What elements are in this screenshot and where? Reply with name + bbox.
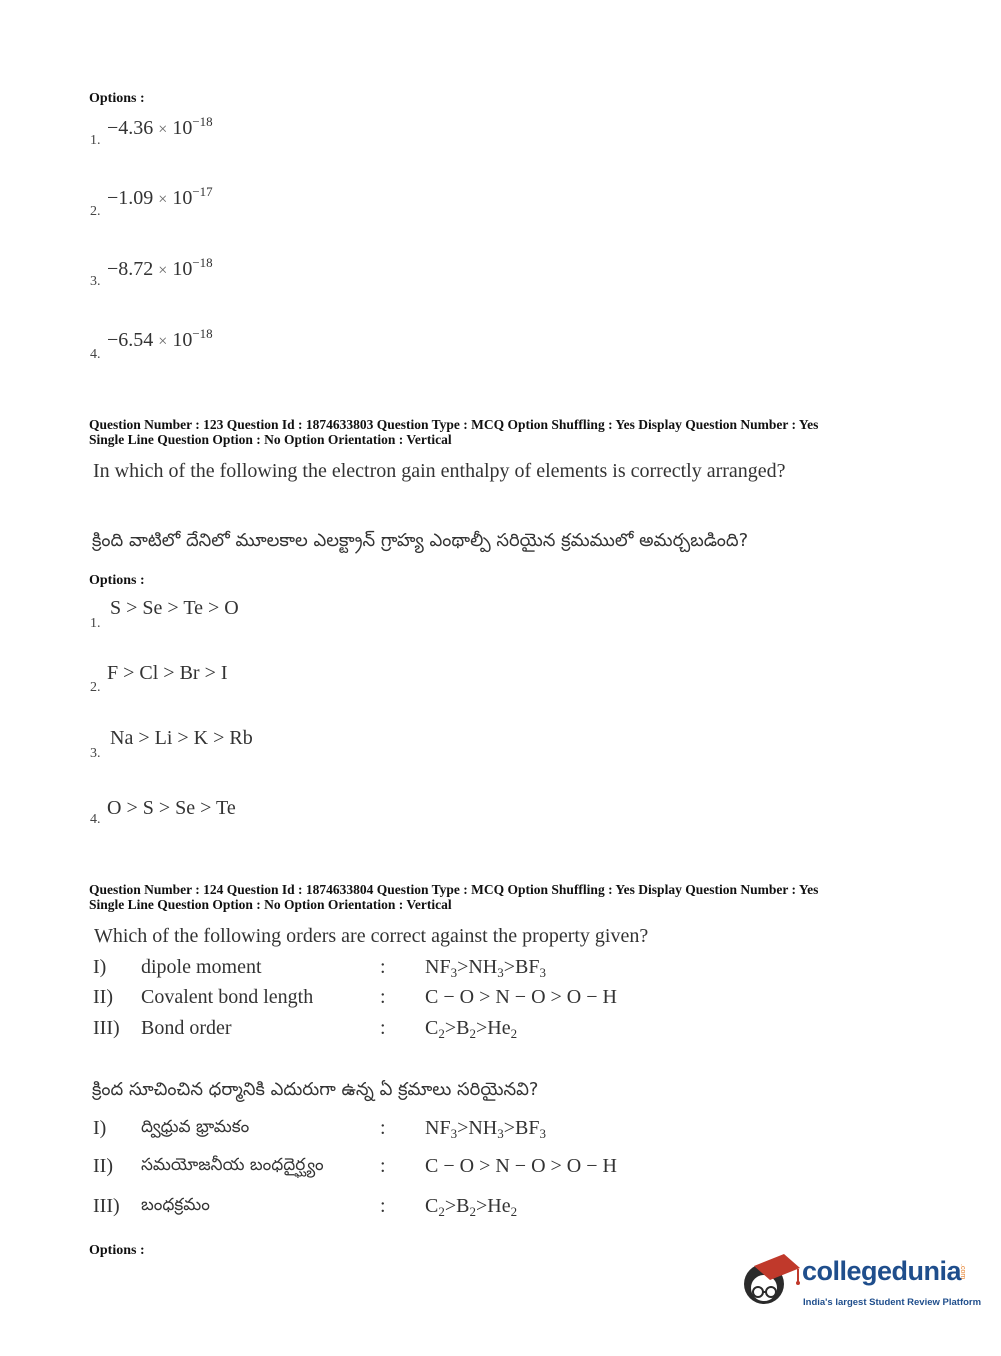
q123-meta-line1: Question Number : 123 Question Id : 1874633803 Question Type : MCQ Option Shuffling : Yes Display Question Number : Yes <box>89 417 819 432</box>
option-value: $-4.36 \times 10^{-18}$ <box>107 114 213 139</box>
row-roman: II) <box>93 1155 113 1177</box>
q124-meta <box>89 882 818 912</box>
q124-meta-line1: Question Number : 124 Question Id : 1874633804 Question Type : MCQ Option Shuffling : Yes Display Question Number : Yes <box>89 882 819 897</box>
row-colon: : <box>380 1155 386 1177</box>
q124-meta-line2: Single Line Question Option : No Option Orientation : Vertical <box>89 897 452 912</box>
logo-tagline: India's largest Student Review Platform <box>803 1297 982 1308</box>
options-heading: Options : <box>89 573 145 588</box>
row-property: బంధక్రమం <box>141 1195 210 1215</box>
option-number: 4. <box>90 347 101 362</box>
row-colon: : <box>380 956 386 978</box>
option-number: 1. <box>90 133 101 148</box>
row-property: ద్విధ్రువ భ్రామకం <box>141 1117 250 1137</box>
option-value: $-8.72 \times 10^{-18}$ <box>107 255 213 280</box>
options-heading: Options : <box>89 91 145 106</box>
row-order: C − O > N − O > O − H <box>425 1155 617 1177</box>
logo-com-text: .com <box>959 1264 966 1280</box>
row-order: $NF_3>NH_3>BF_3$ <box>425 1117 546 1141</box>
option-number: 1. <box>90 616 101 631</box>
row-order: $C_2>B_2>He_2$ <box>425 1017 518 1041</box>
option-number: 3. <box>90 746 101 761</box>
row-roman: II) <box>93 986 113 1008</box>
logo-brand-text: collegedunia <box>802 1256 962 1286</box>
option-value: S > Se > Te > O <box>110 597 239 619</box>
q123-question-english: In which of the following the electron gain enthalpy of elements is correctly arranged? <box>93 460 786 482</box>
option-number: 3. <box>90 274 101 289</box>
row-property: Covalent bond length <box>141 986 314 1008</box>
row-property: సమయోజనీయ బంధదైర్ఘ్యం <box>141 1155 324 1175</box>
row-property: Bond order <box>141 1017 232 1039</box>
row-roman: I) <box>93 956 107 978</box>
option-number: 2. <box>90 680 101 695</box>
row-order: $C_2>B_2>He_2$ <box>425 1195 518 1219</box>
row-order: C − O > N − O > O − H <box>425 986 617 1008</box>
q123-meta-line2: Single Line Question Option : No Option Orientation : Vertical <box>89 432 452 447</box>
collegedunia-logo[interactable] <box>740 1248 982 1318</box>
q124-question-telugu: క్రింద సూచించిన ధర్మానికి ఎదురుగా ఉన్న ఏ క్రమాలు సరియైనవి? <box>92 1079 539 1100</box>
row-colon: : <box>380 1017 386 1039</box>
row-property: dipole moment <box>141 956 262 978</box>
option-value: F > Cl > Br > I <box>107 662 228 684</box>
option-value: $-1.09 \times 10^{-17}$ <box>107 184 213 209</box>
row-roman: III) <box>93 1017 120 1039</box>
row-order: $NF_3>NH_3>BF_3$ <box>425 956 546 980</box>
q123-meta <box>89 417 818 447</box>
row-colon: : <box>380 1117 386 1139</box>
q124-question-english: Which of the following orders are correct against the property given? <box>94 925 649 947</box>
option-value: $-6.54 \times 10^{-18}$ <box>107 326 213 351</box>
q123-question-telugu: క్రింది వాటిలో దేనిలో మూలకాల ఎలక్ట్రాన్ గ్రాహ్య ఎంథాల్పీ సరియైన క్రమములో అమర్చబడింది? <box>92 530 749 551</box>
option-number: 4. <box>90 812 101 827</box>
option-value: O > S > Se > Te <box>107 797 236 819</box>
options-heading: Options : <box>89 1243 145 1258</box>
option-number: 2. <box>90 204 101 219</box>
row-roman: III) <box>93 1195 120 1217</box>
row-roman: I) <box>93 1117 107 1139</box>
row-colon: : <box>380 1195 386 1217</box>
row-colon: : <box>380 986 386 1008</box>
option-value: Na > Li > K > Rb <box>110 727 253 749</box>
mascot-icon <box>740 1248 802 1310</box>
